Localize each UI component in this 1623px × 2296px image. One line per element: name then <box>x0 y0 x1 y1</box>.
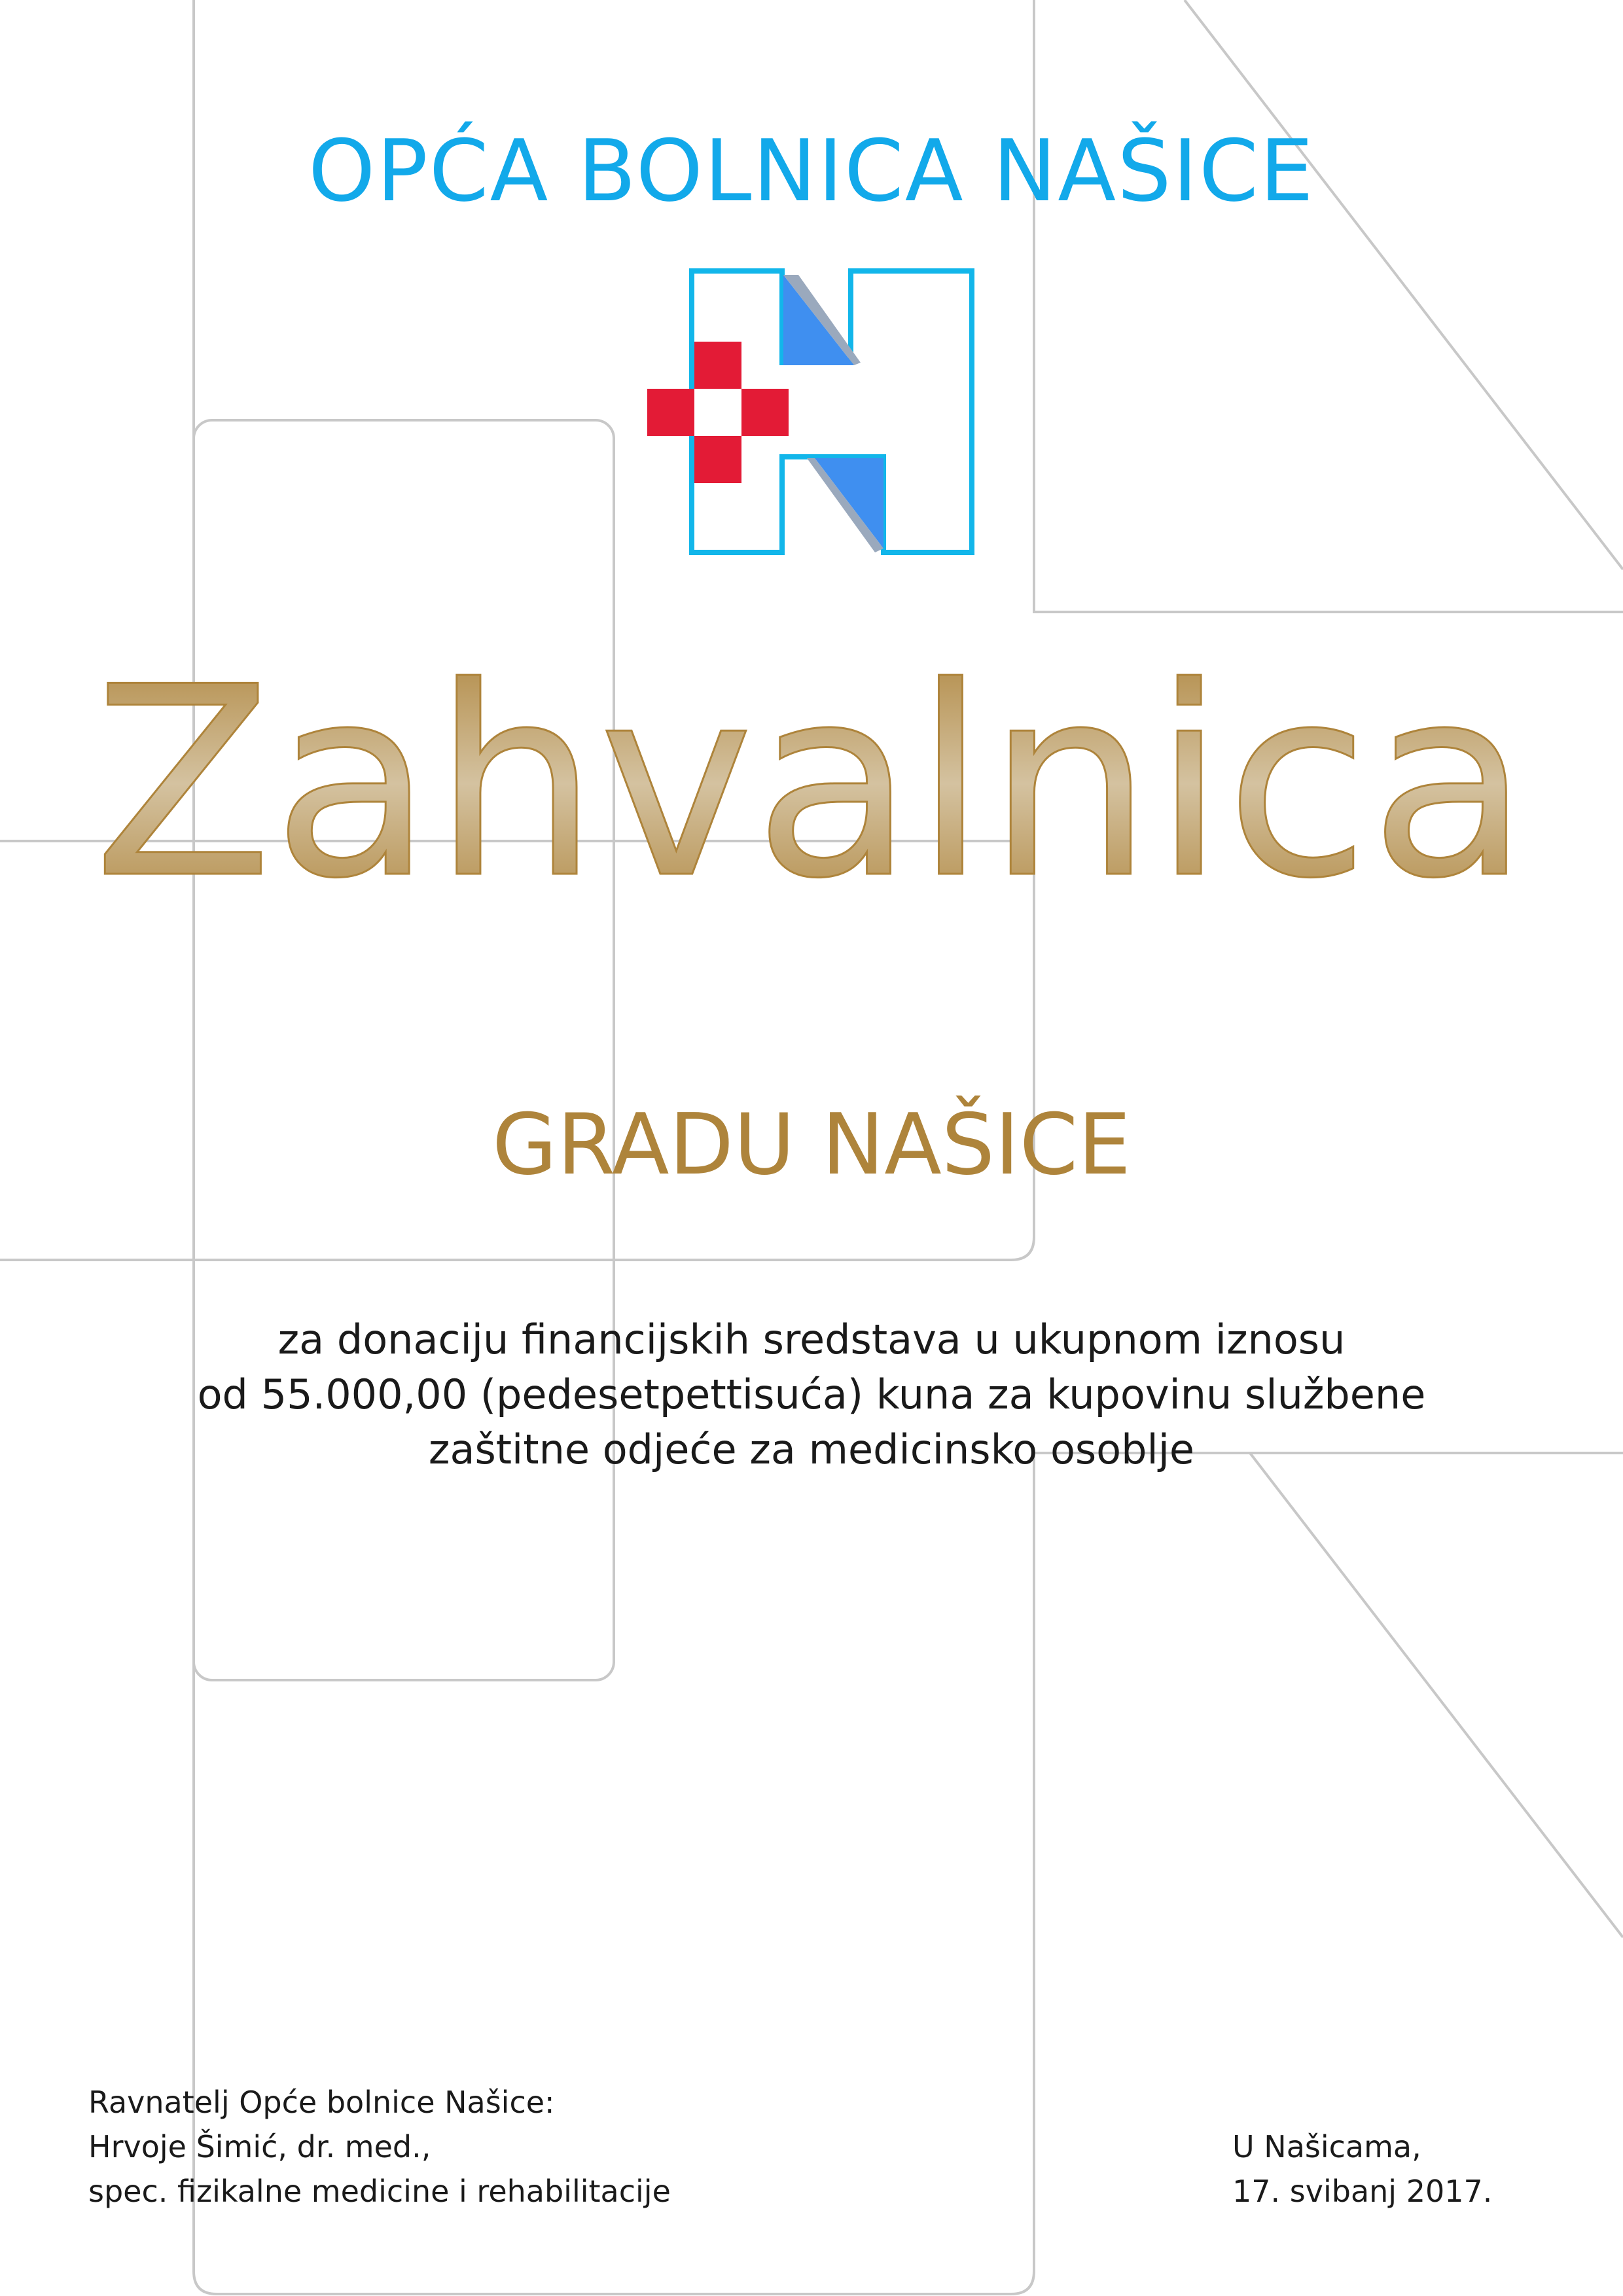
bg-top-block-outline <box>1034 0 1623 612</box>
donation-description <box>0 1312 1623 1477</box>
logo-h-outline <box>692 270 782 335</box>
bg-diagonal-bottom <box>1250 1453 1623 1937</box>
signature-block <box>88 2080 671 2214</box>
bg-inner-rounded-rect <box>194 420 614 1680</box>
hospital-h-cross-logo-icon <box>645 267 978 562</box>
title-text: Zahvalnica <box>93 661 1530 923</box>
bg-diagonal-top <box>1185 0 1623 569</box>
signature-title: Ravnatelj Opće bolnice Našice: <box>88 2085 555 2120</box>
description-line: zaštitne odjeće za medicinsko osoblje <box>428 1426 1195 1473</box>
logo-checker-cross <box>647 342 789 483</box>
description-line: za donaciju financijskih sredstava u ukupnom iznosu <box>277 1316 1346 1363</box>
description-line: od 55.000,00 (pedesetpettisuća) kuna za kupovinu službene <box>197 1371 1426 1418</box>
institution-name: OPĆA BOLNICA NAŠICE <box>308 121 1315 221</box>
place-text: U Našicama, <box>1232 2129 1421 2164</box>
date-text: 17. svibanj 2017. <box>1232 2174 1493 2209</box>
signature-specialty: spec. fizikalne medicine i rehabilitacije <box>88 2174 671 2209</box>
place-date-block <box>1232 2125 1492 2214</box>
certificate-title <box>0 661 1623 923</box>
recipient-name: GRADU NAŠICE <box>492 1096 1131 1194</box>
signature-name: Hrvoje Šimić, dr. med., <box>88 2129 431 2164</box>
